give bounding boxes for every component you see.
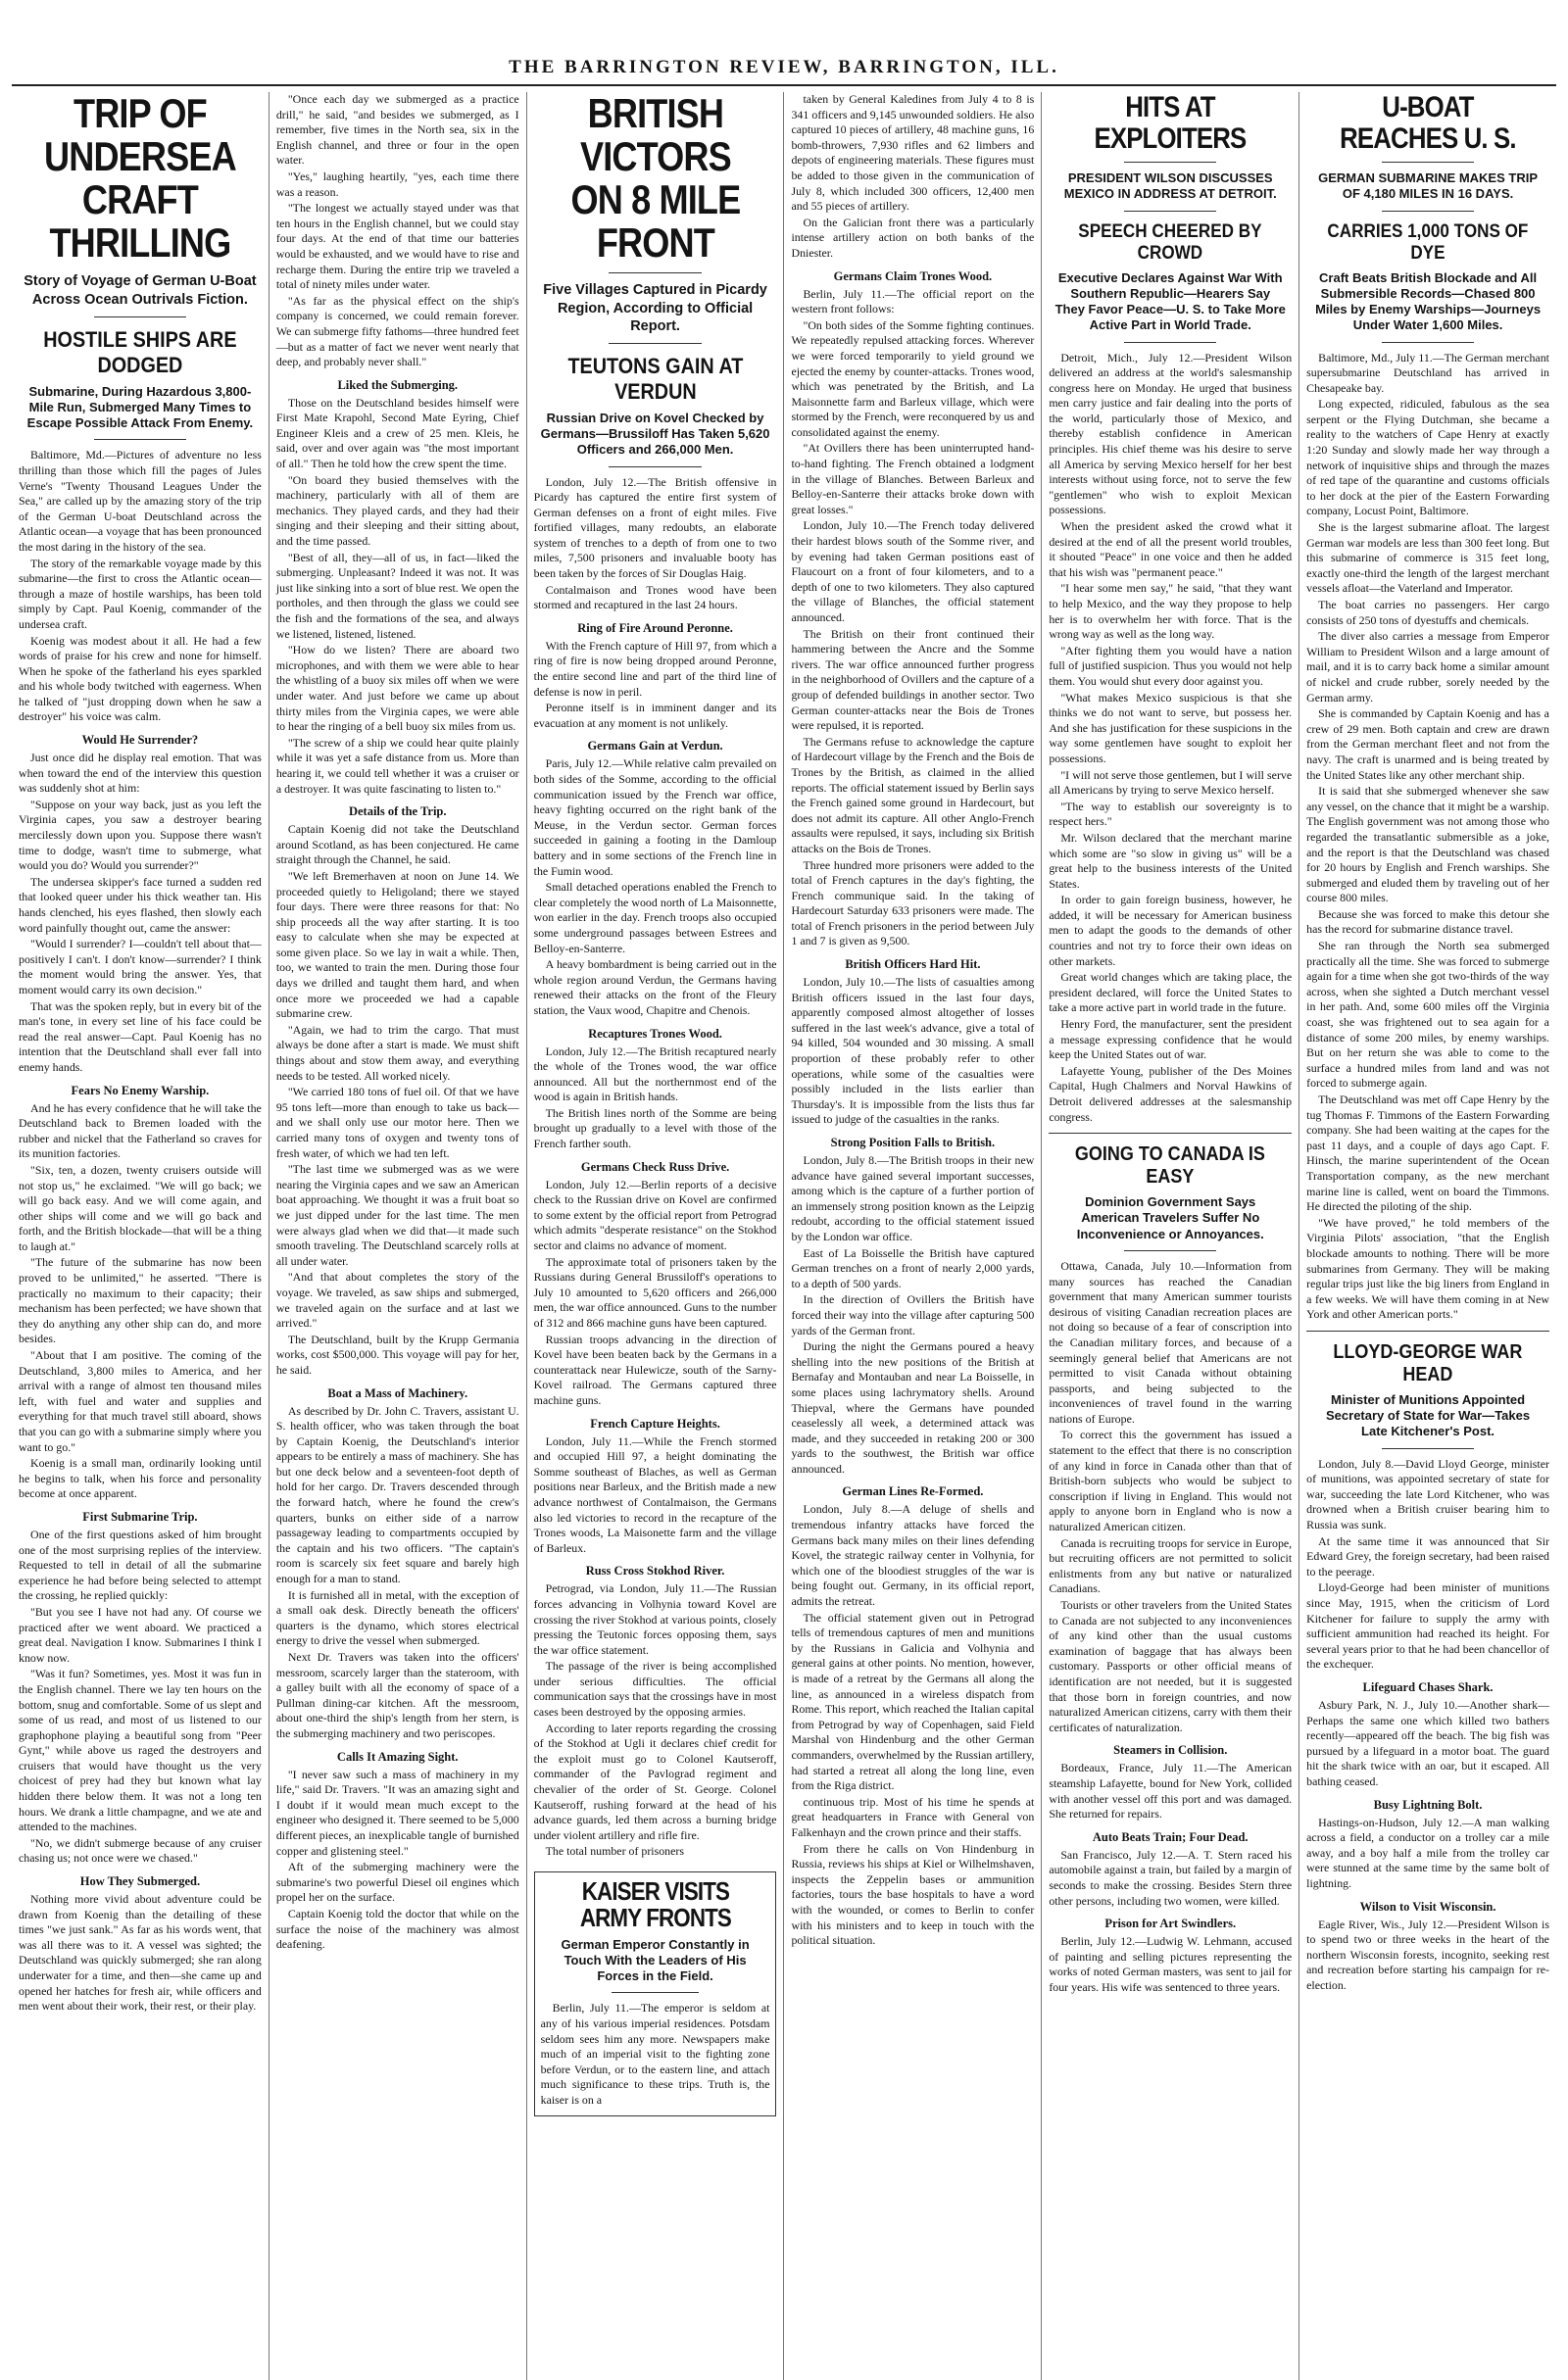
section-heading: Germans Check Russ Drive. (580, 1159, 730, 1174)
paragraph: Three hundred more prisoners were added to the total of French captures in the day's fighting, the French communique said. In the taking of Hardecourt Saturday 633 prisoners were made. The total of French prisoners in the period between July 1 and 7 is given as 9,500. (791, 857, 1035, 948)
section-heading: Wilson to Visit Wisconsin. (1359, 1899, 1496, 1914)
section-heading: Ring of Fire Around Peronne. (577, 620, 733, 635)
subhead-teutons-gain: TEUTONS GAIN AT VERDUN (567, 353, 744, 404)
paragraph: Hastings-on-Hudson, July 12.—A man walking across a field, a conductor on a trolley car a mile away, and a boy half a mile from the trolley car were stunned at the same time by the same bolt of lightning. (1306, 1815, 1549, 1890)
paragraph: Berlin, July 11.—The emperor is seldom at any of his various imperial residences. Potsdam seldom sees him any more. Newspapers make much of an imperial visit to the fighting zone before Verdun, or to the eastern line, and attach much significance to these trips. Truth is, the kaiser is on a (540, 2001, 770, 2107)
paragraph: The official statement given out in Petrograd tells of tremendous captures of men and munitions by the Russians in Galicia and Volhynia and general gains at other points. No mention, however, is made of a retreat by the Germans all along the line, as announced in a wireless dispatch from Rome. This report, which reached the Italian capital from Petrograd by way of Copenhagen, said Field Marshal von Hindenburg and the other German commanders, overwhelmed by the Russian artillery, had started a retreat all along the long line, even from the Riga district. (791, 1610, 1035, 1793)
paragraph: "Once each day we submerged as a practice drill," he said, "and besides we submerged, as I remember, five times in the North sea, six in the English channel, and three or four in the open water. (275, 92, 519, 168)
paragraph: In order to gain foreign business, however, he added, it will be necessary for American business men to adapt the goods to the demands of other countries and not try to force their own ideas on other markets. (1049, 893, 1293, 968)
paragraph: "We carried 180 tons of fuel oil. Of that we have 95 tons left—more than enough to take us back—and we shall only use our motor here. Then we carried many tons of oxygen and twenty tons of fresh water, of which we had ten left. (275, 1085, 519, 1160)
paragraph: "I never saw such a mass of machinery in my life," said Dr. Travers. "It was an amazing sight and I doubt if it would mean much except to the engineer who designed it. There seemed to be 5,000 different pieces, an inexplicable tangle of burnished copper and glistening steel." (275, 1767, 519, 1858)
paragraph: Baltimore, Md.—Pictures of adventure no less thrilling than those which fill the pages of Jules Verne's "Twenty Thousand Leagues Under the Sea," are called up by the amazing story of the trip of the German U-boat Deutschland across the Atlantic ocean—a voyage that has been pronounced the most daring in the history of the sea. (19, 448, 262, 554)
paragraph: Canada is recruiting troops for service in Europe, but recruiting officers are not permitted to solicit enlistments from any but native or naturalized Canadians. (1049, 1535, 1293, 1596)
paragraph: One of the first questions asked of him brought one of the most surprising replies of the interview. Requested to tell in detail of all the submarine experience he had before being selected to attempt the crossing, he replied quickly: (19, 1527, 262, 1603)
paragraph: The story of the remarkable voyage made by this submarine—the first to cross the Atlantic ocean—through a maze of hostile warships, has been told simply by Capt. Paul Koenig, commander of the undersea craft. (19, 556, 262, 631)
paragraph: London, July 10.—The lists of casualties among British officers issued in the last four days, apparently composed almost altogether of losses suffered in the last week's advance, give a total of 94 killed, 504 wounded and 30 missing. A small proportion of these probably refer to other operations, while some of the casualties were possibly included in the lists earlier than Thursday's. It is impossible from the lists thus far issued to judge of the casualties in the ranks. (791, 975, 1035, 1127)
paragraph: "Yes," laughing heartily, "yes, each time there was a reason. (275, 169, 519, 199)
section-heading: French Capture Heights. (590, 1416, 720, 1431)
headline-british-victors: BRITISH VICTORS ON 8 MILE FRONT (570, 92, 741, 267)
subhead-hostile-ships: HOSTILE SHIPS ARE DODGED (43, 326, 237, 377)
headline-going-to-canada: GOING TO CANADA IS EASY (1075, 1143, 1266, 1189)
paragraph: On the Galician front there was a particularly intense artillery action on both banks of the Dniester. (791, 215, 1035, 260)
section-heading: Details of the Trip. (348, 804, 447, 819)
headline-undersea-craft: TRIP OF UNDERSEA CRAFT THRILLING (44, 92, 236, 267)
section-heading: Prison for Art Swindlers. (1104, 1917, 1237, 1931)
paragraph: The Deutschland was met off Cape Henry by the tug Thomas F. Timmons of the Eastern Forwarding company. She had been waiting at the capes for the past 11 days, and a couple of days ago Capt. F. Hinsch, the marine superintendent of the Ocean Transportation company, as the new merchant marine line is called, went on board the Timmons. He directed the piloting of the ship. (1306, 1093, 1549, 1214)
paragraph: "At Ovillers there has been uninterrupted hand-to-hand fighting. The French obtained a lodgment in the village of Blanches. Between Barleux and Belloy-en-Santerre their attacks broke down with great losses." (791, 441, 1035, 516)
paragraph: "What makes Mexico suspicious is that she thinks we do not want to serve, but possess her. And she has justification for these suspicions in the way some gentlemen have sought to exploit her possessions. (1049, 690, 1293, 765)
deck: Minister of Munitions Appointed Secretary of State for War—Takes Late Kitchener's Post. (1326, 1391, 1531, 1439)
paragraph: Long expected, ridiculed, fabulous as the sea serpent or the Flying Dutchman, she became a reality to the watchers of Cape Henry at exactly 1:20 Sunday and slowly made her way through a network of inquisitive ships and through the mazes of red tape of the quarantine and customs officials to her dock at the pier of the Eastern Forwarding company, Locust Point, Baltimore. (1306, 397, 1549, 518)
deck: GERMAN SUBMARINE MAKES TRIP OF 4,180 MILES IN 16 DAYS. (1318, 170, 1538, 202)
paragraph: At the same time it was announced that Sir Edward Grey, the foreign secretary, had been raised to the peerage. (1306, 1533, 1549, 1579)
column-6 (1299, 92, 1556, 2380)
deck: Submarine, During Hazardous 3,800-Mile Run, Submerged Many Times to Escape Possible Attack From Enemy. (26, 383, 254, 431)
section-heading: Germans Gain at Verdun. (587, 739, 723, 753)
paragraph: London, July 8.—David Lloyd George, minister of munitions, was appointed secretary of state for war, succeeding the late Lord Kitchener, who was drowned when a British cruiser bearing him to Russia was sunk. (1306, 1456, 1549, 1532)
paragraph: Berlin, July 12.—Ludwig W. Lehmann, accused of painting and selling pictures representing the works of noted German masters, was sent to jail for four years. His wife was sentenced to three years. (1049, 1934, 1293, 1994)
paragraph: "I will not serve those gentlemen, but I will serve all Americans by trying to serve Mexico herself. (1049, 767, 1293, 798)
paragraph: London, July 8.—The British troops in their new advance have gained several important successes, among which is the capture of a further portion of an immensely strong position known as the Leipzig redoubt, according to the official statement issued by the London war office. (791, 1153, 1035, 1243)
paragraph: "The way to establish our sovereignty is to respect hers." (1049, 799, 1293, 829)
section-heading: Russ Cross Stokhod River. (585, 1564, 725, 1579)
paragraph: A heavy bombardment is being carried out in the whole region around Verdun, the Germans having renewed their attacks on the front of the Fleury station, the Vaux wood, Chapitre and Chenois. (533, 957, 777, 1017)
section-heading: First Submarine Trip. (82, 1509, 198, 1524)
paragraph: "About that I am positive. The coming of the Deutschland, 3,800 miles to America, and her arrival with a range of almost ten thousand miles left, with fuel and water and supplies and everything for that much travel still aboard, shows that you can go with a submarine simply where you want to go." (19, 1348, 262, 1454)
section-heading: Lifeguard Chases Shark. (1362, 1679, 1494, 1694)
section-heading: Germans Claim Trones Wood. (833, 268, 993, 283)
paragraph: Next Dr. Travers was taken into the officers' messroom, scarcely larger than the stateroom, with a galley built with all the economy of space of a Pullman dining-car kitchen. Aft the messroom, about one-third the ship's length from her stern, is the submerging machinery and two periscopes. (275, 1650, 519, 1740)
paragraph: "I hear some men say," he said, "that they want to help Mexico, and the way they propose to help her is to overwhelm her with force. That is the wrong way as well as the long way. (1049, 581, 1293, 642)
paragraph: She is the largest submarine afloat. The largest German war models are less than 300 feet long. But this submarine of commerce is 315 feet long, exactly one-third the length of the largest merchant vessels afloat—the Vaterland and Imperator. (1306, 520, 1549, 596)
paragraph: In the direction of Ovillers the British have forced their way into the village after capturing 500 yards of the German front. (791, 1292, 1035, 1337)
paragraph: "How do we listen? There are aboard two microphones, and with them we were able to hear the whistling of a buoy six miles off when we were under water. And just before we came up about thirty miles from the Virginia capes, we were able to hear the ringing of a bell buoy six miles from us. (275, 643, 519, 734)
paragraph: The undersea skipper's face turned a sudden red that looked queer under his thick weather tan. His hands clenched, his eyes flashed, then slowly each word painfully thought out, came the answer: (19, 874, 262, 935)
paragraph: The British lines north of the Somme are being brought up gradually to a level with those of the French farther south. (533, 1105, 777, 1151)
paragraph: The boat carries no passengers. Her cargo consists of 250 tons of dyestuffs and chemicals. (1306, 598, 1549, 627)
paragraph: The Germans refuse to acknowledge the capture of Hardecourt village by the French and the Bois de Trones by the British, as claimed in the allied reports. The official statement issued by Berlin says the French gained some ground in Hardecourt, but does not admit its capture. All other Anglo-French assaults were repulsed, it says, including six British attacks on the Bois de Trones. (791, 734, 1035, 855)
paragraph: Small detached operations enabled the French to clear completely the wood north of La Maisonnette, won earlier in the day. French troops also occupied some underground passages between Estrees and Belloy-en-Santerre. (533, 880, 777, 955)
paragraph: continuous trip. Most of his time he spends at great headquarters in France with General von Falkenhayn and the crown prince and their staffs. (791, 1794, 1035, 1839)
deck: Executive Declares Against War With Southern Republic—Hearers Say They Favor Peace—U. S. to Take More Active Part in World Trade. (1054, 269, 1286, 333)
deck: Russian Drive on Kovel Checked by Germans—Brussiloff Has Taken 5,620 Officers and 266,000 Men. (540, 410, 770, 458)
paragraph: Petrograd, via London, July 11.—The Russian forces advancing in Volhynia toward Kovel are crossing the river Stokhod at various points, closely pressing the Teutonic forces opposing them, says the war office statement. (533, 1581, 777, 1657)
paragraph: "No, we didn't submerge because of any cruiser chasing us; not once were we chased." (19, 1835, 262, 1866)
paragraph: London, July 12.—Berlin reports of a decisive check to the Russian drive on Kovel are confirmed to some extent by the official report from Petrograd which admits "desperate resistance" on the Stokhod sector and claims no advance of moment. (533, 1177, 777, 1253)
paragraph: Just once did he display real emotion. That was when toward the end of the interview this question was suddenly shot at him: (19, 751, 262, 796)
paragraph: Henry Ford, the manufacturer, sent the president a message expressing confidence that he would keep the United States out of war. (1049, 1017, 1293, 1062)
subhead-carries-dye: CARRIES 1,000 TONS OF DYE (1327, 220, 1529, 264)
paragraph: She is commanded by Captain Koenig and has a crew of 29 men. Both captain and crew are drawn from the German merchant fleet and not from the navy. The craft is unarmed and is being treated by the United States like any other merchant ship. (1306, 706, 1549, 782)
paragraph: Mr. Wilson declared that the merchant marine which some are "so slow in giving us" will be a great help to the business interests of the United States. (1049, 830, 1293, 891)
column-5 (1042, 92, 1299, 2380)
paragraph: London, July 12.—The British recaptured nearly the whole of the Trones wood, the war office announced. All but the northernmost end of the wood is again in British hands. (533, 1044, 777, 1104)
paragraph: From there he calls on Von Hindenburg in Russia, reviews his ships at Kiel or Wilhelmshaven, inspects the Zeppelin bases or ammunition factories, tours the base hospitals to have a word with the wounded, or comes to Berlin to confer with his ministers and to keep in touch with the political situation. (791, 1841, 1035, 1948)
section-heading: Busy Lightning Bolt. (1373, 1797, 1483, 1812)
section-heading: Would He Surrender? (81, 733, 199, 748)
masthead-title: THE BARRINGTON REVIEW, BARRINGTON, ILL. (509, 57, 1059, 77)
paragraph: According to later reports regarding the crossing of the Stokhod at Ugli it declares chief credit for the exploit must go to Colonel Kautseroff, commander of the Pavlograd regiment and chevalier of the order of St. George. Colonel Kautseroff, rushing forward at the head of his advance guards, led them across a burning bridge under violent artillery and rifle fire. (533, 1721, 777, 1842)
paragraph: She ran through the North sea submerged practically all the time. She was forced to submerge again for a time when she got two-thirds of the way across, when she sighted a Dutch merchant vessel in her path. And, some 600 miles off the Virginia coast, she was frightened out to sea again for a distance of some 200 miles, by enemy warships. But on her return she was able to come to the surface a hundred miles from land and was not forced to submerge again. (1306, 939, 1549, 1091)
deck: PRESIDENT WILSON DISCUSSES MEXICO IN ADDRESS AT DETROIT. (1063, 170, 1277, 202)
paragraph: The passage of the river is being accomplished under serious difficulties. The official communication says that the crossings have in most cases been destroyed by the opposing armies. (533, 1659, 777, 1720)
section-heading: How They Submerged. (79, 1874, 201, 1889)
paragraph: "And that about completes the story of the voyage. We traveled, as saw ships and submerged, we traveled again on the surface and at last we arrived." (275, 1270, 519, 1331)
column-1 (12, 92, 270, 2380)
paragraph: London, July 8.—A deluge of shells and tremendous infantry attacks have forced the Germans back many miles on their lines defending Kovel, the strategic railway center in Volhynia, for which one of the bloodiest struggles of the war is being fought out. Germany, in its official report, admits the retreat. (791, 1502, 1035, 1609)
paragraph: "Would I surrender? I—couldn't tell about that—positively I can't. I don't know—surrender? I think the moment would bring the answer. Yes, that moment would carry its own decision." (19, 937, 262, 996)
paragraph: Those on the Deutschland besides himself were First Mate Krapohl, Second Mate Eyring, Chief Engineer Kleis and a crew of 25 men. Kleis, he said, over and over again was "the most important of all." Then he told how the crew spent the time. (275, 395, 519, 471)
paragraph: Aft of the submerging machinery were the submarine's two powerful Diesel oil engines which propel her on the surface. (275, 1860, 519, 1905)
paragraph: The approximate total of prisoners taken by the Russians during General Brussiloff's operations to July 10 amounted to 5,620 officers and 266,000 men, the war office announced. Guns to the number of 312 and 866 machine guns have been captured. (533, 1254, 777, 1330)
headline-kaiser: KAISER VISITS ARMY FRONTS (579, 1876, 731, 1933)
paragraph: Tourists or other travelers from the United States to Canada are not subjected to any inconveniences of any kind other than the usual customs examination of baggage that has always been customary. Passports or other official means of identification are not needed, but it is suggested that those born in foreign countries, and now naturalized American citizens, carry with them their certificates of naturalization. (1049, 1598, 1293, 1734)
paragraph: "On board they busied themselves with the machinery, particularly with all of them are mechanics. They played cards, and they had their singing and their sleeping and their sitting about, and the time passed. (275, 472, 519, 549)
paragraph: To correct this the government has issued a statement to the effect that there is no conscription of any kind in force in Canada other than that of British-born subjects who would be subject to conscription if living in England. This would not apply to anyone born in England who is now a naturalized American citizen. (1049, 1428, 1293, 1534)
paragraph: The Deutschland, built by the Krupp Germania works, cost $500,000. This voyage will pay for her, he said. (275, 1332, 519, 1377)
paragraph: "As far as the physical effect on the ship's company is concerned, we could remain forever. We can submerge fifty fathoms—three hundred feet—but as a matter of fact we never went nearly that deep, and probably never shall." (275, 293, 519, 369)
column-3 (527, 92, 785, 2380)
section-heading: British Officers Hard Hit. (845, 957, 981, 972)
paragraph: "The future of the submarine has now been proved to be unlimited," he asserted. "There is practically no maximum to their capacity; their mechanism has been perfected; we have shown that they do anything any other ship can do, and more besides. (19, 1255, 262, 1346)
paragraph: "The last time we submerged was as we were nearing the Virginia capes and we saw an American boat approaching. We thought it was a fruit boat so we just dipped under for the last time. The men were always glad when we did that—it made such smooth traveling. The Deutschland scarcely rolls at all under water. (275, 1162, 519, 1268)
paragraph: "After fighting them you would have a nation full of justified suspicion. Thus you would not help them. You would shut every door against you. (1049, 643, 1293, 688)
paragraph: taken by General Kaledines from July 4 to 8 is 341 officers and 9,145 unwounded soldiers. He also captured 10 pieces of artillery, 48 machine guns, 16 bomb-throwers, 7,930 rifles and 62 limbers and depots of engineering materials. These figures must be added to those given in the communication of July 8, which included 300 officers, 12,400 men and 55 pieces of artillery. (791, 92, 1035, 214)
paragraph: Asbury Park, N. J., July 10.—Another shark—Perhaps the same one which killed two bathers recently—appeared off the beach. The big fish was pursued by a lifeguard in a motor boat. The guard hit the shark twice with an oar, but it escaped. All bathing ceased. (1306, 1697, 1549, 1788)
paragraph: Koenig is a small man, ordinarily looking until he begins to talk, when his force and personality become at once apparent. (19, 1456, 262, 1501)
paragraph: Peronne itself is in imminent danger and its evacuation at any moment is not unlikely. (533, 701, 777, 730)
headline-lloyd-george: LLOYD-GEORGE WAR HEAD (1333, 1340, 1523, 1385)
paragraph: London, July 10.—The French today delivered their hardest blows south of the Somme river, and by evening had taken German positions east of Flaucourt on a front of four kilometers, and to a depth of one to two kilometers. They also captured the village of Blanches, the official statement announced. (791, 518, 1035, 624)
deck: Five Villages Captured in Picardy Region, According to Official Report. (543, 282, 767, 334)
deck: Craft Beats British Blockade and All Submersible Records—Chased 800 Miles by Enemy Warships—Journeys Under Water 1,600 Miles. (1315, 269, 1542, 333)
kaiser-article-box (534, 1871, 777, 2116)
section-heading: Fears No Enemy Warship. (71, 1083, 210, 1097)
column-4 (784, 92, 1042, 2380)
paragraph: "The screw of a ship we could hear quite plainly while it was yet a safe distance from us. More than hearing it, we could tell whether it was a cruiser or a destroyer. It was quite fascinating to listen to." (275, 735, 519, 796)
paragraph: London, July 12.—The British offensive in Picardy has captured the entire first system of German defenses on a front of eight miles. Five fortified villages, many redoubts, an elaborate system of trenches to a depth of from one to two miles, 7,500 prisoners and invaluable booty has been taken by the forces of Sir Douglas Haig. (533, 474, 777, 581)
paragraph: "But you see I have not had any. Of course we practiced after we went aboard. We practiced a great deal. Navigation I know. Submarines I think I know now. (19, 1604, 262, 1665)
paragraph: With the French capture of Hill 97, from which a ring of fire is now being dropped around Peronne, the entire second line and part of the third line of defense is now in peril. (533, 638, 777, 699)
paragraph: Eagle River, Wis., July 12.—President Wilson is to spend two or three weeks in the heart of the northern Wisconsin forests, incognito, seeking rest and recreation before starting his campaign for re-election. (1306, 1917, 1549, 1992)
paragraph: "Best of all, they—all of us, in fact—liked the submerging. Unpleasant? Indeed it was not. It was just like sinking into a sort of blue rest. We open the portholes, and then through the glass we could see the fish and the formations of the sea, and always we listened, listened, listened. (275, 550, 519, 641)
paragraph: Ottawa, Canada, July 10.—Information from many sources has reached the Canadian government that many American summer tourists desirous of visiting Canadian recreation places are not doing so because of a fear of conscription into the Canadian military forces, and because of a seemingly general belief that Americans are not permitted to visit Canada without obtaining passports, and being subjected to the inconveniences of travel found in the warring nations of Europe. (1049, 1258, 1293, 1426)
paragraph: Because she was forced to make this detour she has the record for submarine distance travel. (1306, 906, 1549, 937)
paragraph: Lafayette Young, publisher of the Des Moines Capital, Hugh Chalmers and Norval Hawkins of Detroit delivered addresses at the salesmanship congress. (1049, 1063, 1293, 1124)
paragraph: The British on their front continued their hammering between the Ancre and the Somme rivers. The war office announced further progress in the neighborhood of Ovillers and the capture of a group of defended buildings in another sector. Two German counter-attacks near the Bois de Trones were repulsed, it is reported. (791, 626, 1035, 733)
paragraph: Great world changes which are taking place, the president declared, will force the United States to take a more active part in world trade in the future. (1049, 970, 1293, 1015)
deck: Dominion Government Says American Travelers Suffer No Inconvenience or Annoyances. (1076, 1194, 1264, 1241)
paragraph: Captain Koenig told the doctor that while on the surface the noise of the machinery was almost deafening. (275, 1906, 519, 1952)
paragraph: "The longest we actually stayed under was that ten hours in the English channel, but we could stay four days. At the end of that time our batteries would be exhausted, and we would have to rise and recharge them. During the entire trip we traveled a total of ninety miles under water. (275, 201, 519, 292)
paragraph: East of La Boisselle the British have captured German trenches on a front of nearly 2,000 yards, to a depth of 500 yards. (791, 1245, 1035, 1290)
paragraph: Koenig was modest about it all. He had a few words of praise for his crew and none for himself. When he spoke of the fatherland his eyes sparkled and his whole body twitched with eagerness. When he talked of "just dropping down when he saw a destroyer" his voice was calm. (19, 633, 262, 724)
masthead (12, 0, 1556, 86)
headline-hits-at-exploiters: HITS AT EXPLOITERS (1094, 92, 1247, 155)
section-heading: Steamers in Collision. (1113, 1743, 1228, 1758)
deck: Story of Voyage of German U-Boat Across Ocean Outrivals Fiction. (24, 273, 257, 308)
paragraph: "We have proved," he told members of the Virginia Pilots' association, "that the English blockade amounts to nothing. There will be more submarines from Germany. They will be making regular trips just like the big liners from England in a few weeks. We will have them coming in at New York and other American ports." (1306, 1215, 1549, 1322)
paragraph: "Again, we had to trim the cargo. That must always be done after a start is made. We must shift things about and stow them away, and everything needs to be tested. All worked nicely. (275, 1022, 519, 1083)
section-heading: Liked the Submerging. (337, 377, 459, 392)
section-heading: Calls It Amazing Sight. (336, 1749, 459, 1764)
paragraph: "Suppose on your way back, just as you left the Virginia capes, you saw a destroyer bearing mercilessly down upon you. Suppose there wasn't time to dodge, wasn't time to submerge, what would you do? Would you surrender?" (19, 797, 262, 873)
paragraph: "Was it fun? Sometimes, yes. Most it was fun in the English channel. There we lay ten hours on the bottom, snug and comfortable. Some of us slept and some of us read, and most of us listened to our graphophone playing a beautiful song from "Peer Gynt," while above us raged the destroyers and cruisers that would have thought us the very choicest of prey had they but known what lay hidden there below them. It was not a long ten hours. We drank a little champagne, and we ate and attended to the machines. (19, 1667, 262, 1834)
column-2 (270, 92, 527, 2380)
paragraph: Lloyd-George had been minister of munitions since May, 1915, when the criticism of Lord Kitchener for failure to supply the army with sufficient ammunition had reached its height. For several years prior to that he had been chancellor of the exchequer. (1306, 1580, 1549, 1672)
section-heading: Strong Position Falls to British. (830, 1136, 996, 1149)
paragraph: Paris, July 12.—While relative calm prevailed on both sides of the Somme, according to the official communication issued by the French war office, heavy fighting occurred on the right bank of the Meuse, in the Verdun sector. German forces succeeded in gaining a footing in the Damloup battery and in some sections of the French line in the Fumin wood. (533, 756, 777, 878)
paragraph: It is furnished all in metal, with the exception of a small oak desk. Directly beneath the officers' quarters is the dynamo, which stores electrical energy to drive the vessel when submerged. (275, 1587, 519, 1648)
paragraph: That was the spoken reply, but in every bit of the man's tone, in every set line of his face could be read the real answer—Capt. Paul Koenig has no intention that the Deutschland shall ever fall into enemy hands. (19, 998, 262, 1074)
paragraph: Berlin, July 11.—The official report on the western front follows: (791, 286, 1035, 316)
paragraph: The diver also carries a message from Emperor William to President Wilson and a large amount of mail, and it is to carry back home a similar amount of nickel and crude rubber, sorely needed by the German army. (1306, 629, 1549, 704)
paragraph: "We left Bremerhaven at noon on June 14. We proceeded quietly to Heligoland; there we stayed four days. There were three reasons for that: No ship proceeds all the way after starting. It is too easy to calculate when she may be expected at some given place. So we lay in wait a while. Then, too, we wanted to train the men. During those four days we drilled and taught them hard, and when once more we proceeded we had a capable submarine crew. (275, 868, 519, 1021)
section-heading: Boat a Mass of Machinery. (327, 1385, 468, 1400)
paragraph: The total number of prisoners (545, 1844, 684, 1859)
deck: German Emperor Constantly in Touch With the Leaders of His Forces in the Field. (561, 1936, 750, 1984)
paragraph: Detroit, Mich., July 12.—President Wilson delivered an address at the world's salesmanship congress here on Monday. He urged that business men carry justice and fair dealing into the ports of the world, particularly those of Mexico, and thereby establish confidence in American principles. His chief theme was his desire to serve all America by serving Mexico herself for her best interests without using force, not to serve the few "gentlemen" who wish to exploit Mexican possessions. (1049, 350, 1293, 517)
paragraph: San Francisco, July 12.—A. T. Stern raced his automobile against a train, but failed by a margin of seconds to make the crossing. Besides Stern three other persons, including two women, were killed. (1049, 1847, 1293, 1908)
paragraph: "Six, ten, a dozen, twenty cruisers outside will not stop us," he exclaimed. "We will go back; we will go back easy. And we will come again, and other ships will come and we will go back and forth, and the British blockade—that will be a thing to laugh at." (19, 1162, 262, 1253)
paragraph: And he has every confidence that he will take the Deutschland back to Bremen loaded with the rubber and nickel that the Fatherland so craves for its munition factories. (19, 1100, 262, 1161)
paragraph: Baltimore, Md., July 11.—The German merchant supersubmarine Deutschland has arrived in Chesapeake bay. (1306, 350, 1549, 395)
paragraph: Nothing more vivid about adventure could be drawn from Koenig than the detailing of these times "we just sank." As far as his words went, that was all there was to it. A vessel was sighted; the Deutschland was quickly submerged; she ran along underwater for a time, and then—she came up and opened her hatches for fresh air, while officers and men went about their work, their rest, or their play. (19, 1892, 262, 2014)
paragraph: During the night the Germans poured a heavy shelling into the new positions of the British at Bernafay and Montauban and near La Boisselle, in some places using lachrymatory shells. Around Thiepval, where the Germans have pounded ceaselessly all week, a determined attack was made, and they succeeded in retaking 200 or 300 yards to the southwest, the British war office announced. (791, 1339, 1035, 1476)
subhead-speech-cheered: SPEECH CHEERED BY CROWD (1078, 220, 1262, 264)
paragraph: It is said that she submerged whenever she saw any vessel, on the chance that it might be a warship. The English government was not among those who regarded the transatlantic submersible as a joke, and the report is that the Deutschland was chased for 20 hours by English and French warships. She submerged and eluded them by traveling out of her course 800 miles. (1306, 784, 1549, 905)
section-heading: Recaptures Trones Wood. (588, 1026, 722, 1041)
paragraph: Bordeaux, France, July 11.—The American steamship Lafayette, bound for New York, collided with another vessel off this port and was damaged. She returned for repairs. (1049, 1761, 1293, 1821)
headline-u-boat-reaches: U-BOAT REACHES U. S. (1340, 92, 1516, 155)
paragraph: Contalmaison and Trones wood have been stormed and recaptured in the last 24 hours. (533, 582, 777, 612)
paragraph: Russian troops advancing in the direction of Kovel have been beaten back by the Germans in a counterattack near Hulewicze, south of the Sarny-Kovel railroad. The Germans captured three machine guns. (533, 1332, 777, 1407)
paragraph: "On both sides of the Somme fighting continues. We repeatedly repulsed attacking forces. Wherever we were forced temporarily to yield ground we ejected the enemy by counter-attacks. Trones wood, which was penetrated by the British, and La Maisonnette farm and Barleux village, which were stormed by the French, were reconquered by us and consolidated against the enemy. (791, 317, 1035, 439)
section-heading: German Lines Re-Formed. (842, 1484, 984, 1499)
paragraph: When the president asked the crowd what it desired at the end of all the present world troubles, it shouted "Peace" in one voice and then he added that his wish was "permanent peace." (1049, 519, 1293, 579)
section-heading: Auto Beats Train; Four Dead. (1092, 1829, 1249, 1844)
paragraph: As described by Dr. John C. Travers, assistant U. S. health officer, who was taken through the boat by Captain Koenig, the Deutschland's interior appears to be entirely a mass of machinery. She has but one deck below and a seventeen-foot depth of hold for her cargo. Dr. Travers descended through the forward hatch, where he found the crew's quarters, bunks on either side of a narrow passageway leading to compartments occupied by the captain and his two officers. "The captain's room is scarcely six feet square and barely high enough for a man to stand. (275, 1403, 519, 1586)
paragraph: London, July 11.—While the French stormed and occupied Hill 97, a height dominating the Somme southeast of Blaches, as well as German positions near Barleux, and the British made a new advance northwest of Contalmaison, the Germans also led victories to record in the recapture of the Trones woods, La Maisonette farm and the village of Barleux. (533, 1433, 777, 1555)
paragraph: Captain Koenig did not take the Deutschland around Scotland, as has been conjectured. He came straight through the Channel, he said. (275, 822, 519, 867)
